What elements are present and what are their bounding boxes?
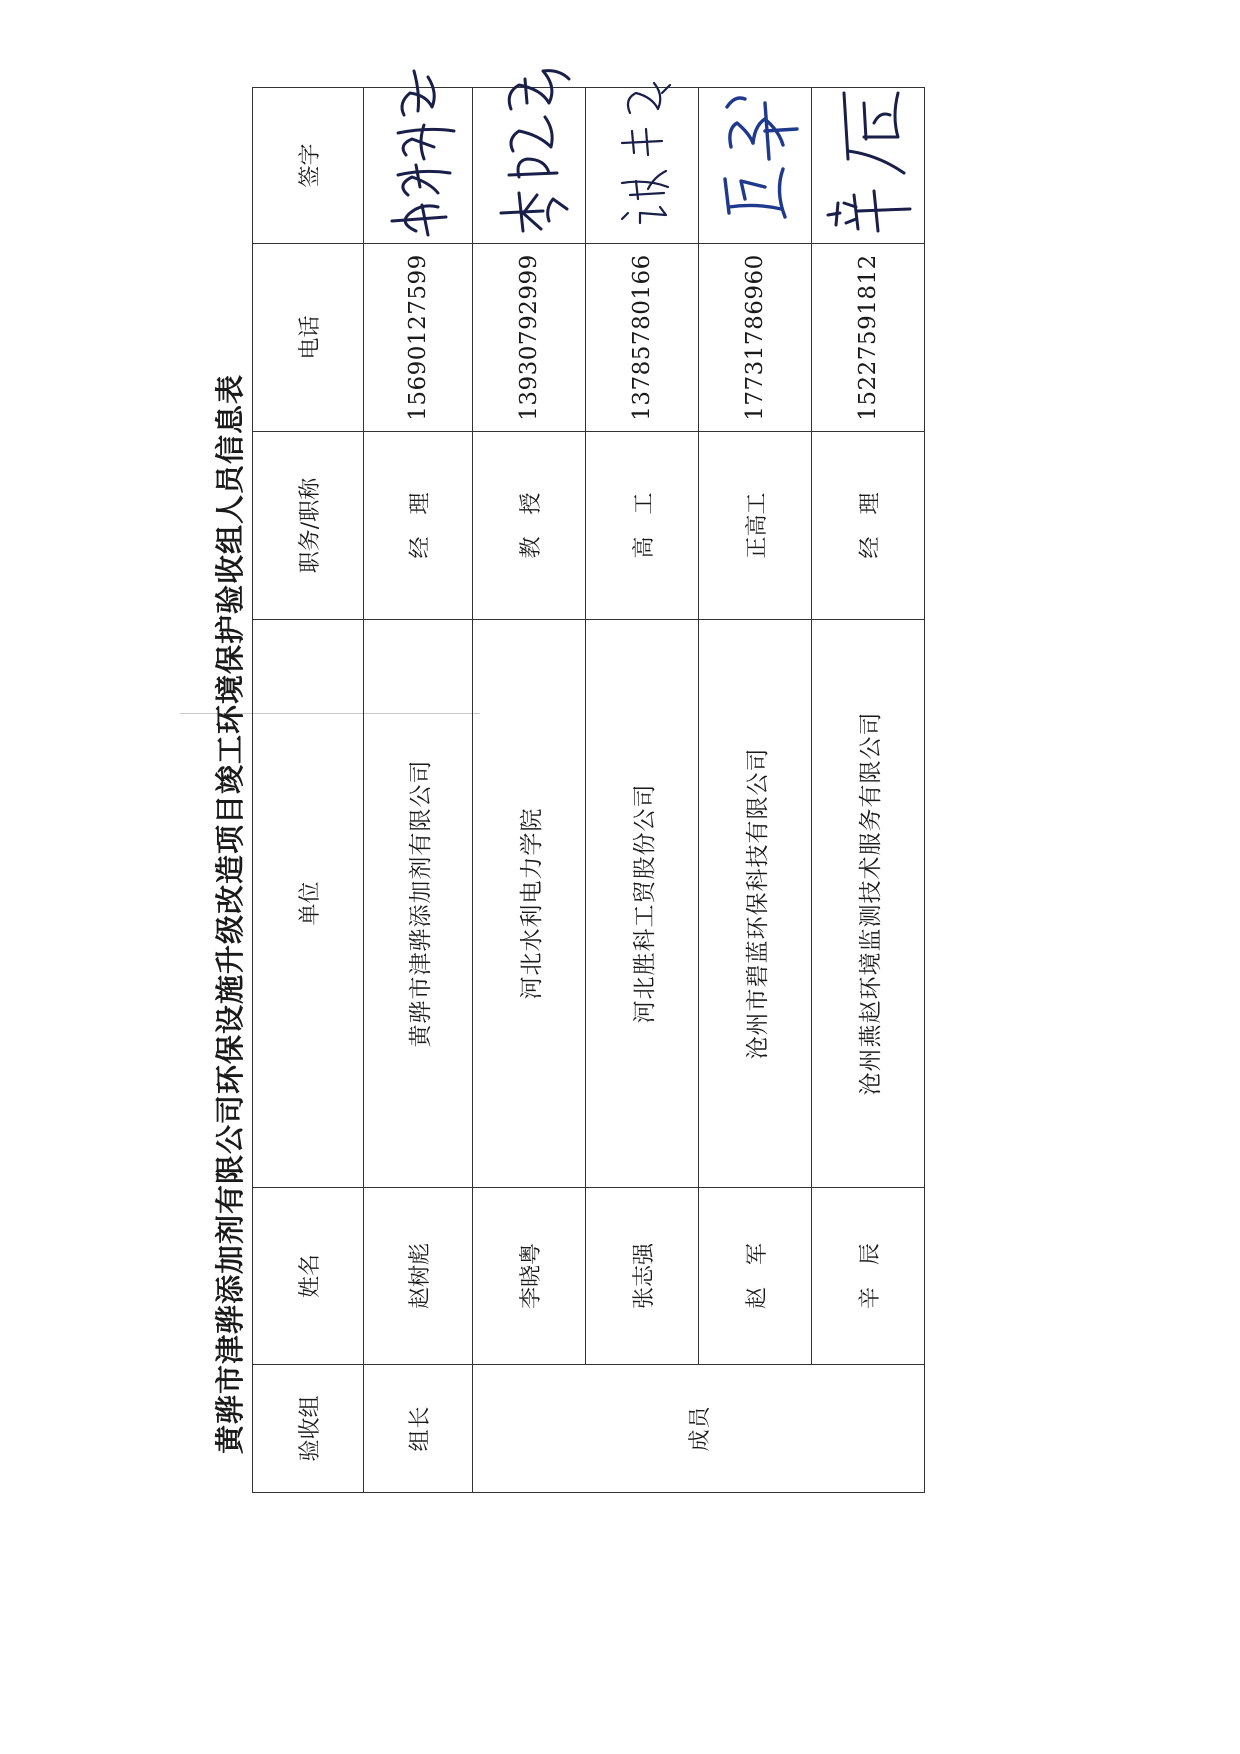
header-name: 姓名	[253, 1188, 364, 1365]
header-title: 职务/职称	[253, 432, 364, 620]
person-phone: 15690127599	[364, 244, 473, 432]
table-row	[473, 88, 586, 1493]
signature-cell	[812, 88, 925, 244]
signature-cell	[586, 88, 699, 244]
handwritten-signature	[592, 63, 692, 243]
person-phone: 17731786960	[699, 244, 812, 432]
person-title: 经 理	[812, 432, 925, 620]
person-unit: 河北水利电力学院	[473, 620, 586, 1188]
person-title: 正高工	[699, 432, 812, 620]
table-row	[812, 88, 925, 1493]
person-name: 辛 辰	[812, 1188, 925, 1365]
person-unit: 沧州燕赵环境监测技术服务有限公司	[812, 620, 925, 1188]
signature-cell	[473, 88, 586, 244]
person-unit: 沧州市碧蓝环保科技有限公司	[699, 620, 812, 1188]
handwritten-signature	[368, 63, 468, 243]
person-title: 高 工	[586, 432, 699, 620]
group-member-label: 成员	[473, 1365, 925, 1493]
table-row	[364, 88, 473, 1493]
handwritten-signature	[818, 63, 918, 243]
table-row	[699, 88, 812, 1493]
person-phone: 13785780166	[586, 244, 699, 432]
signature-cell	[364, 88, 473, 244]
person-name: 赵树彪	[364, 1188, 473, 1365]
header-group: 验收组	[253, 1365, 364, 1493]
person-unit: 河北胜科工贸股份公司	[586, 620, 699, 1188]
header-phone: 电话	[253, 244, 364, 432]
table-header-row	[253, 88, 364, 1493]
handwritten-signature	[705, 63, 805, 243]
person-title: 教 授	[473, 432, 586, 620]
table-row	[586, 88, 699, 1493]
handwritten-signature	[479, 63, 579, 243]
signature-cell	[699, 88, 812, 244]
person-name: 张志强	[586, 1188, 699, 1365]
person-name: 李晓粤	[473, 1188, 586, 1365]
person-phone: 13930792999	[473, 244, 586, 432]
person-phone: 15227591812	[812, 244, 925, 432]
person-unit: 黄骅市津骅添加剂有限公司	[364, 620, 473, 1188]
header-signature: 签字	[253, 88, 364, 244]
person-title: 经 理	[364, 432, 473, 620]
header-unit: 单位	[253, 620, 364, 1188]
acceptance-team-table	[252, 87, 925, 1493]
person-name: 赵 军	[699, 1188, 812, 1365]
document-title: 黄骅市津骅添加剂有限公司环保设施升级改造项目竣工环境保护验收组人员信息表	[213, 373, 247, 1454]
group-leader-label: 组长	[364, 1365, 473, 1493]
